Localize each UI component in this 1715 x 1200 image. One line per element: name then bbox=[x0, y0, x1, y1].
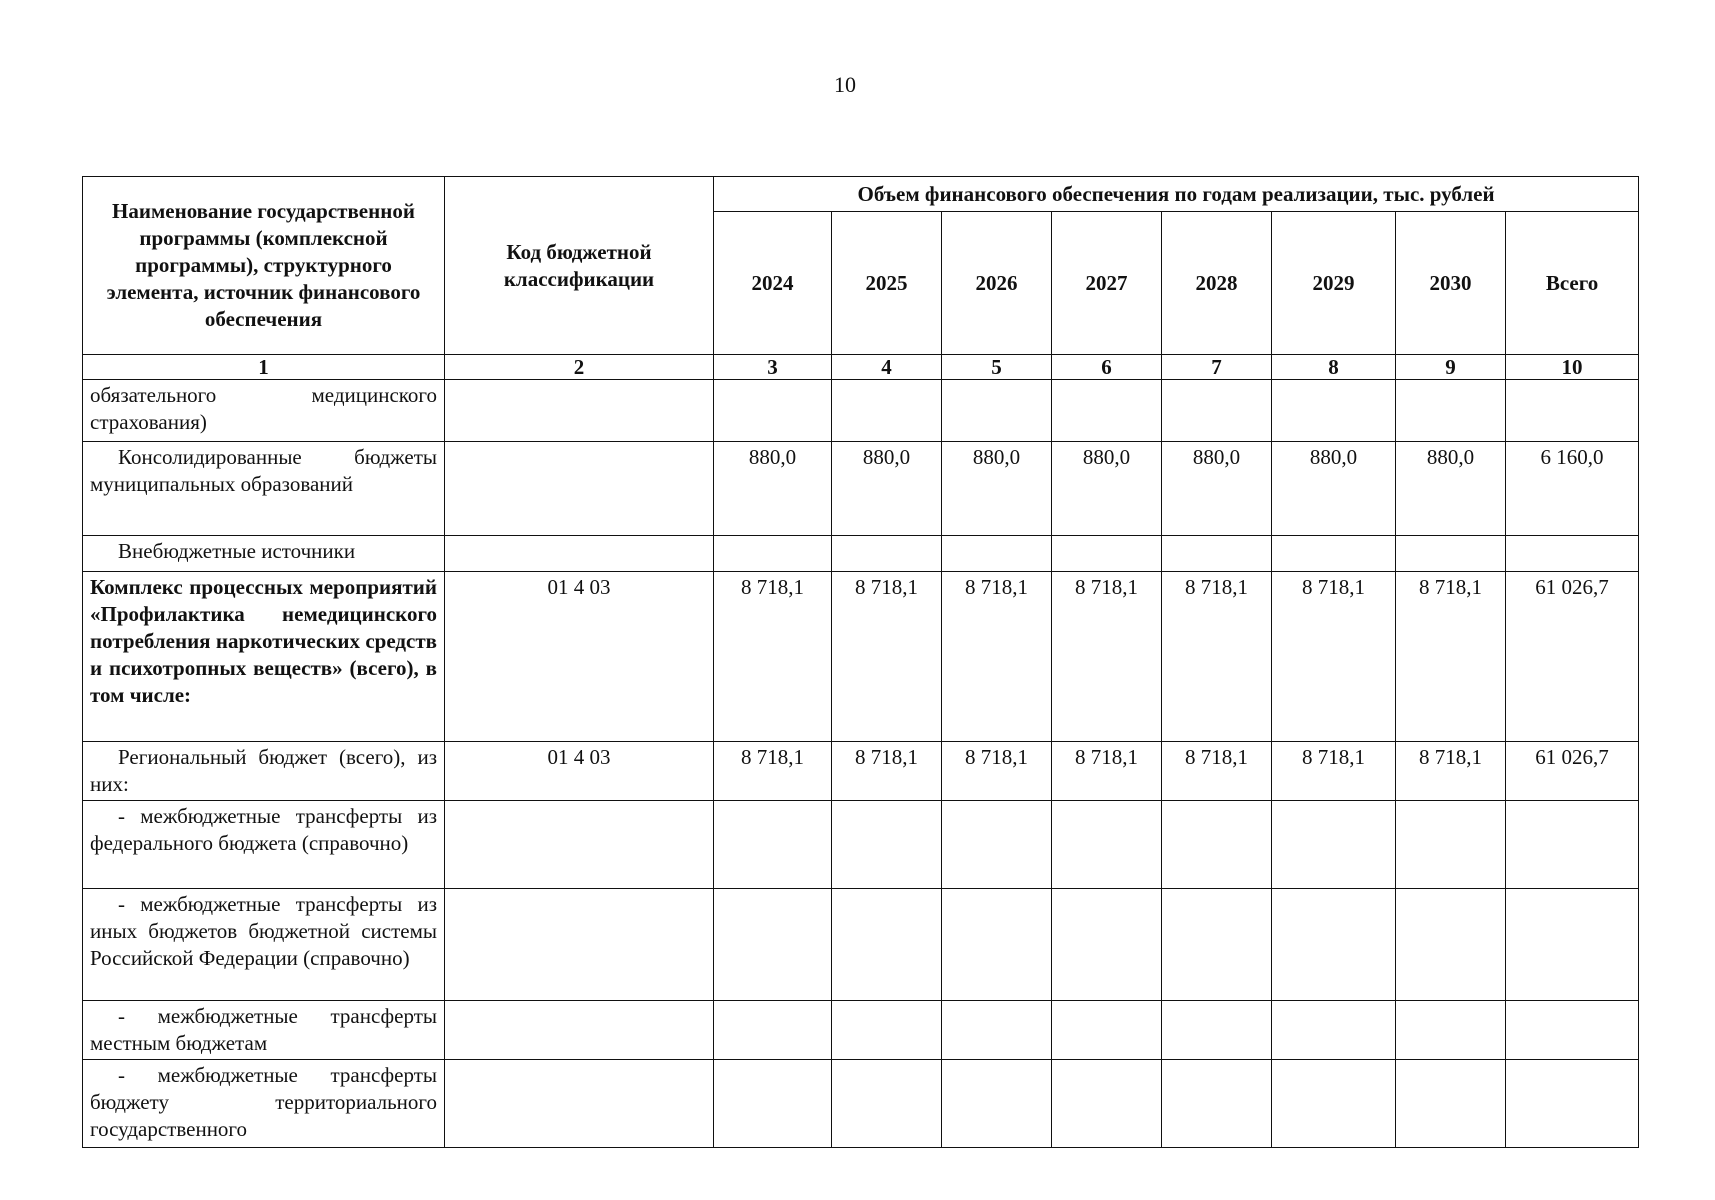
row-value-total bbox=[1506, 1001, 1639, 1060]
row-value-2025 bbox=[832, 801, 942, 889]
row-code bbox=[445, 801, 714, 889]
header-year-2024: 2024 bbox=[714, 212, 832, 355]
row-value-2027 bbox=[1052, 889, 1162, 1001]
row-value-2025: 880,0 bbox=[832, 442, 942, 536]
row-value-2027 bbox=[1052, 801, 1162, 889]
table-row bbox=[83, 801, 1639, 889]
row-value-2030: 880,0 bbox=[1396, 442, 1506, 536]
column-number: 9 bbox=[1396, 355, 1506, 380]
table-row bbox=[83, 1060, 1639, 1148]
row-name: - межбюджетные трансферты местным бюджетам bbox=[83, 1001, 445, 1060]
row-value-2030: 8 718,1 bbox=[1396, 742, 1506, 801]
row-code bbox=[445, 536, 714, 572]
row-value-2024 bbox=[714, 889, 832, 1001]
table-row bbox=[83, 442, 1639, 536]
row-name: Комплекс процессных мероприятий «Профилактика немедицинского потребления наркотических средств и психотропных веществ» (всего), в том числе: bbox=[83, 572, 445, 742]
row-value-2024 bbox=[714, 801, 832, 889]
row-value-2024: 880,0 bbox=[714, 442, 832, 536]
row-value-total: 61 026,7 bbox=[1506, 742, 1639, 801]
column-number: 4 bbox=[832, 355, 942, 380]
row-value-2027: 880,0 bbox=[1052, 442, 1162, 536]
row-value-2024: 8 718,1 bbox=[714, 572, 832, 742]
row-code: 01 4 03 bbox=[445, 572, 714, 742]
row-value-2029 bbox=[1272, 889, 1396, 1001]
row-value-2024 bbox=[714, 380, 832, 442]
row-value-2026: 880,0 bbox=[942, 442, 1052, 536]
row-value-2030 bbox=[1396, 889, 1506, 1001]
table-row bbox=[83, 889, 1639, 1001]
row-value-2029: 8 718,1 bbox=[1272, 742, 1396, 801]
table-row bbox=[83, 380, 1639, 442]
row-value-2026 bbox=[942, 536, 1052, 572]
row-value-2029 bbox=[1272, 801, 1396, 889]
row-value-2026 bbox=[942, 1060, 1052, 1148]
row-value-2025 bbox=[832, 1001, 942, 1060]
financing-table bbox=[82, 176, 1639, 1148]
header-year-2027: 2027 bbox=[1052, 212, 1162, 355]
row-value-2028 bbox=[1162, 801, 1272, 889]
row-value-2029: 8 718,1 bbox=[1272, 572, 1396, 742]
row-value-2030: 8 718,1 bbox=[1396, 572, 1506, 742]
row-value-total bbox=[1506, 536, 1639, 572]
column-number: 7 bbox=[1162, 355, 1272, 380]
row-value-2030 bbox=[1396, 801, 1506, 889]
header-year-2028: 2028 bbox=[1162, 212, 1272, 355]
column-number: 10 bbox=[1506, 355, 1639, 380]
row-code: 01 4 03 bbox=[445, 742, 714, 801]
row-code bbox=[445, 380, 714, 442]
row-value-2026: 8 718,1 bbox=[942, 572, 1052, 742]
row-value-2025 bbox=[832, 1060, 942, 1148]
header-year-2025: 2025 bbox=[832, 212, 942, 355]
header-row-1 bbox=[83, 177, 1639, 212]
row-value-2027: 8 718,1 bbox=[1052, 742, 1162, 801]
row-value-2025 bbox=[832, 889, 942, 1001]
row-value-2028: 8 718,1 bbox=[1162, 572, 1272, 742]
row-value-2028 bbox=[1162, 380, 1272, 442]
row-value-total bbox=[1506, 1060, 1639, 1148]
row-value-2024: 8 718,1 bbox=[714, 742, 832, 801]
table-row bbox=[83, 572, 1639, 742]
column-number: 5 bbox=[942, 355, 1052, 380]
row-value-2026 bbox=[942, 380, 1052, 442]
row-name: - межбюджетные трансферты бюджету территориального государственного bbox=[83, 1060, 445, 1148]
row-code bbox=[445, 1001, 714, 1060]
row-value-2025: 8 718,1 bbox=[832, 742, 942, 801]
row-name: - межбюджетные трансферты из федерального бюджета (справочно) bbox=[83, 801, 445, 889]
row-value-2024 bbox=[714, 536, 832, 572]
row-value-2027 bbox=[1052, 536, 1162, 572]
row-value-2028: 880,0 bbox=[1162, 442, 1272, 536]
row-value-2026 bbox=[942, 801, 1052, 889]
row-value-total bbox=[1506, 801, 1639, 889]
column-number: 8 bbox=[1272, 355, 1396, 380]
page-number: 10 bbox=[834, 72, 856, 97]
row-name: Консолидированные бюджеты муниципальных образований bbox=[83, 442, 445, 536]
row-value-2029 bbox=[1272, 380, 1396, 442]
row-value-total bbox=[1506, 380, 1639, 442]
table-row bbox=[83, 1001, 1639, 1060]
row-value-2025: 8 718,1 bbox=[832, 572, 942, 742]
row-name: Региональный бюджет (всего), из них: bbox=[83, 742, 445, 801]
row-value-2025 bbox=[832, 380, 942, 442]
row-code bbox=[445, 442, 714, 536]
column-number: 6 bbox=[1052, 355, 1162, 380]
row-value-2026 bbox=[942, 889, 1052, 1001]
row-value-2026 bbox=[942, 1001, 1052, 1060]
header-total: Всего bbox=[1506, 212, 1639, 355]
row-value-total: 6 160,0 bbox=[1506, 442, 1639, 536]
row-value-2028 bbox=[1162, 889, 1272, 1001]
row-value-2027: 8 718,1 bbox=[1052, 572, 1162, 742]
row-value-2024 bbox=[714, 1001, 832, 1060]
row-value-2030 bbox=[1396, 1001, 1506, 1060]
row-value-2029: 880,0 bbox=[1272, 442, 1396, 536]
row-value-2027 bbox=[1052, 380, 1162, 442]
header-code-column: Код бюджетной классификации bbox=[445, 177, 714, 355]
row-value-2030 bbox=[1396, 380, 1506, 442]
table-row bbox=[83, 742, 1639, 801]
column-number: 1 bbox=[83, 355, 445, 380]
column-number: 3 bbox=[714, 355, 832, 380]
row-value-total: 61 026,7 bbox=[1506, 572, 1639, 742]
row-value-2029 bbox=[1272, 1060, 1396, 1148]
row-value-2028 bbox=[1162, 1060, 1272, 1148]
row-value-2026: 8 718,1 bbox=[942, 742, 1052, 801]
row-value-2025 bbox=[832, 536, 942, 572]
row-name: - межбюджетные трансферты из иных бюджетов бюджетной системы Российской Федерации (справочно) bbox=[83, 889, 445, 1001]
header-funding-group: Объем финансового обеспечения по годам реализации, тыс. рублей bbox=[714, 177, 1639, 212]
header-year-2030: 2030 bbox=[1396, 212, 1506, 355]
row-name: Внебюджетные источники bbox=[83, 536, 445, 572]
row-name: обязательного медицинского страхования) bbox=[83, 380, 445, 442]
row-code bbox=[445, 1060, 714, 1148]
row-value-2027 bbox=[1052, 1060, 1162, 1148]
column-number: 2 bbox=[445, 355, 714, 380]
table-row bbox=[83, 536, 1639, 572]
row-value-2029 bbox=[1272, 536, 1396, 572]
row-value-2030 bbox=[1396, 1060, 1506, 1148]
row-value-2027 bbox=[1052, 1001, 1162, 1060]
row-code bbox=[445, 889, 714, 1001]
column-number-row bbox=[83, 355, 1639, 380]
row-value-2028: 8 718,1 bbox=[1162, 742, 1272, 801]
header-year-2029: 2029 bbox=[1272, 212, 1396, 355]
row-value-2028 bbox=[1162, 536, 1272, 572]
row-value-2028 bbox=[1162, 1001, 1272, 1060]
header-year-2026: 2026 bbox=[942, 212, 1052, 355]
header-name-column: Наименование государственной программы (комплексной программы), структурного элемента, источник финансового обеспечения bbox=[83, 177, 445, 355]
row-value-2030 bbox=[1396, 536, 1506, 572]
row-value-2024 bbox=[714, 1060, 832, 1148]
row-value-total bbox=[1506, 889, 1639, 1001]
row-value-2029 bbox=[1272, 1001, 1396, 1060]
